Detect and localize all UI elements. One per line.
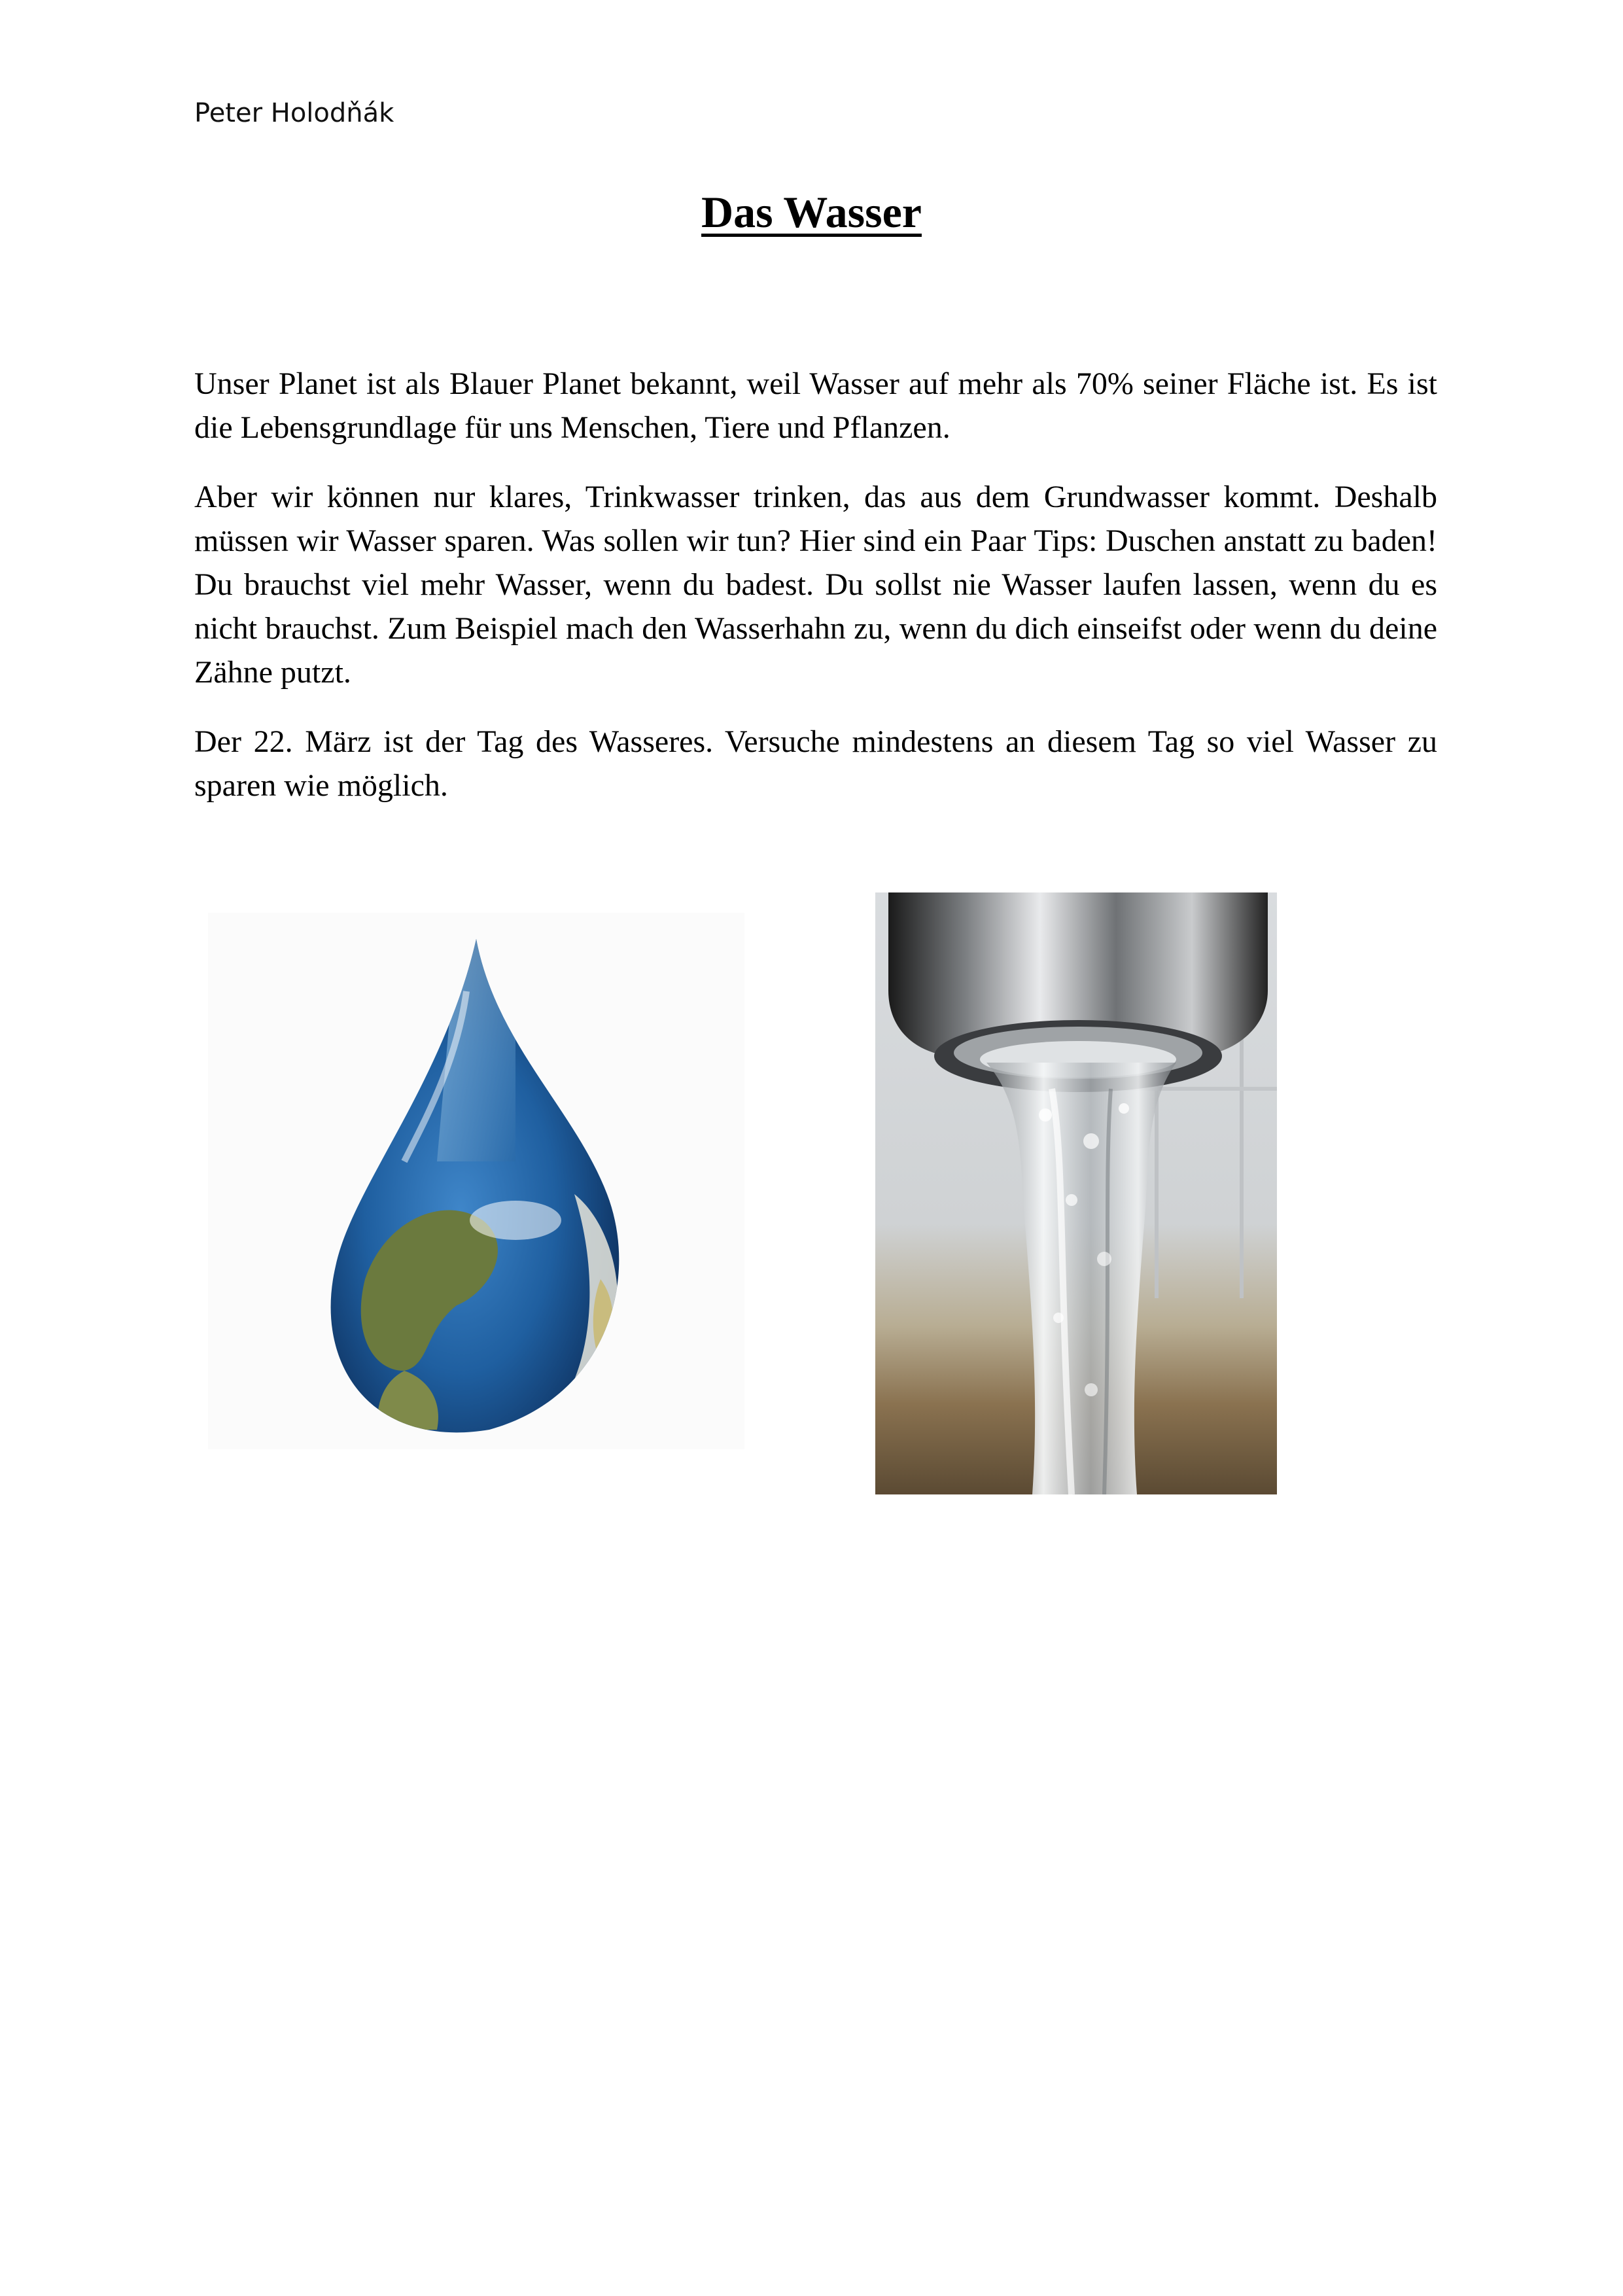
earth-water-drop-image <box>208 913 744 1449</box>
author-name: Peter Holodňák <box>194 98 394 128</box>
water-tap-image <box>875 892 1277 1494</box>
page-title <box>0 186 1623 238</box>
paragraph-2: Aber wir können nur klares, Trinkwasser trinken, das aus dem Grundwasser kommt. Deshalb müssen wir Wasser sparen. Was sollen wir tun? Hier sind ein Paar Tips: Duschen anstatt zu baden! Du brauchst viel mehr Wasser, wenn du badest. Du sollst nie Wasser laufen lassen, wenn du es nicht brauchst. Zum Beispiel mach den Wasserhahn zu, wenn du dich einseifst oder wenn du deine Zähne putzt. <box>194 480 1437 690</box>
earth-drop-icon <box>208 913 744 1449</box>
title-text: Das Wasser <box>701 187 922 237</box>
water-tap-icon <box>875 892 1277 1494</box>
paragraph-3: Der 22. März ist der Tag des Wasseres. Versuche mindestens an diesem Tag so viel Wasser zu sparen wie möglich. <box>194 724 1437 803</box>
paragraph-1: Unser Planet ist als Blauer Planet bekannt, weil Wasser auf mehr als 70% seiner Fläche ist. Es ist die Lebensgrundlage für uns Menschen, Tiere und Pflanzen. <box>194 366 1437 445</box>
